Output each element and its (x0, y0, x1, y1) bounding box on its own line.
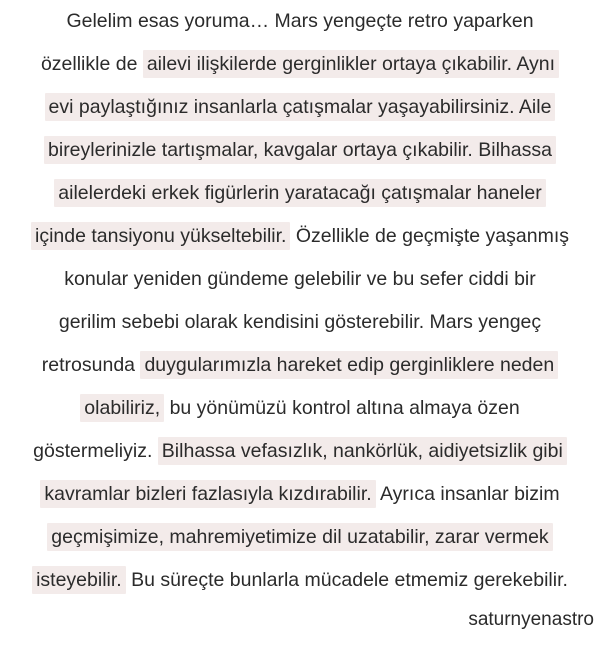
text-line (0, 559, 600, 602)
highlighted-text: kavramlar bizleri fazlasıyla kızdırabilir. (40, 480, 375, 508)
plain-text: özellikle de (40, 53, 143, 75)
highlighted-text: bireylerinizle tartışmalar, kavgalar ortaya çıkabilir. Bilhassa (44, 136, 556, 164)
text-line (0, 0, 600, 43)
highlighted-text: Bilhassa vefasızlık, nankörlük, aidiyetsizlik gibi (158, 437, 567, 465)
plain-text: konular yeniden gündeme gelebilir ve bu sefer ciddi bir (64, 268, 536, 290)
text-line (0, 43, 600, 86)
plain-text: Gelelim esas yoruma… Mars yengeçte retro yaparken (66, 10, 534, 32)
highlighted-text: ailevi ilişkilerde gerginlikler ortaya çıkabilir. Aynı (143, 50, 559, 78)
text-line (0, 430, 600, 473)
plain-text: Bu süreçte bunlarla mücadele etmemiz gerekebilir. (125, 569, 568, 591)
text-line (0, 258, 600, 301)
highlighted-text: geçmişimize, mahremiyetimize dil uzatabilir, zarar vermek (47, 523, 552, 551)
highlighted-text: içinde tansiyonu yükseltebilir. (31, 222, 290, 250)
author-signature: saturnyenastro (468, 609, 594, 630)
plain-text: Ayrıca insanlar bizim (375, 483, 560, 505)
text-line (0, 129, 600, 172)
text-line (0, 86, 600, 129)
text-line (0, 387, 600, 430)
plain-text: bu yönümüzü kontrol altına almaya özen (164, 397, 520, 419)
text-line (0, 172, 600, 215)
text-line (0, 473, 600, 516)
highlighted-text: isteyebilir. (32, 566, 126, 594)
highlighted-text: ailelerdeki erkek figürlerin yaratacağı çatışmalar haneler (54, 179, 545, 207)
plain-text: gerilim sebebi olarak kendisini gösterebilir. Mars yengeç (58, 311, 542, 333)
plain-text: Özellikle de geçmişte yaşanmış (290, 225, 569, 247)
text-line (0, 516, 600, 559)
plain-text: retrosunda (41, 354, 141, 376)
plain-text: göstermeliyiz. (33, 440, 158, 462)
text-line (0, 301, 600, 344)
text-line (0, 215, 600, 258)
highlighted-text: evi paylaştığınız insanlarla çatışmalar yaşayabilirsiniz. Aile (45, 93, 556, 121)
text-line (0, 344, 600, 387)
highlighted-text: duygularımızla hareket edip gerginliklere neden (140, 351, 558, 379)
highlighted-text: olabiliriz, (80, 394, 164, 422)
